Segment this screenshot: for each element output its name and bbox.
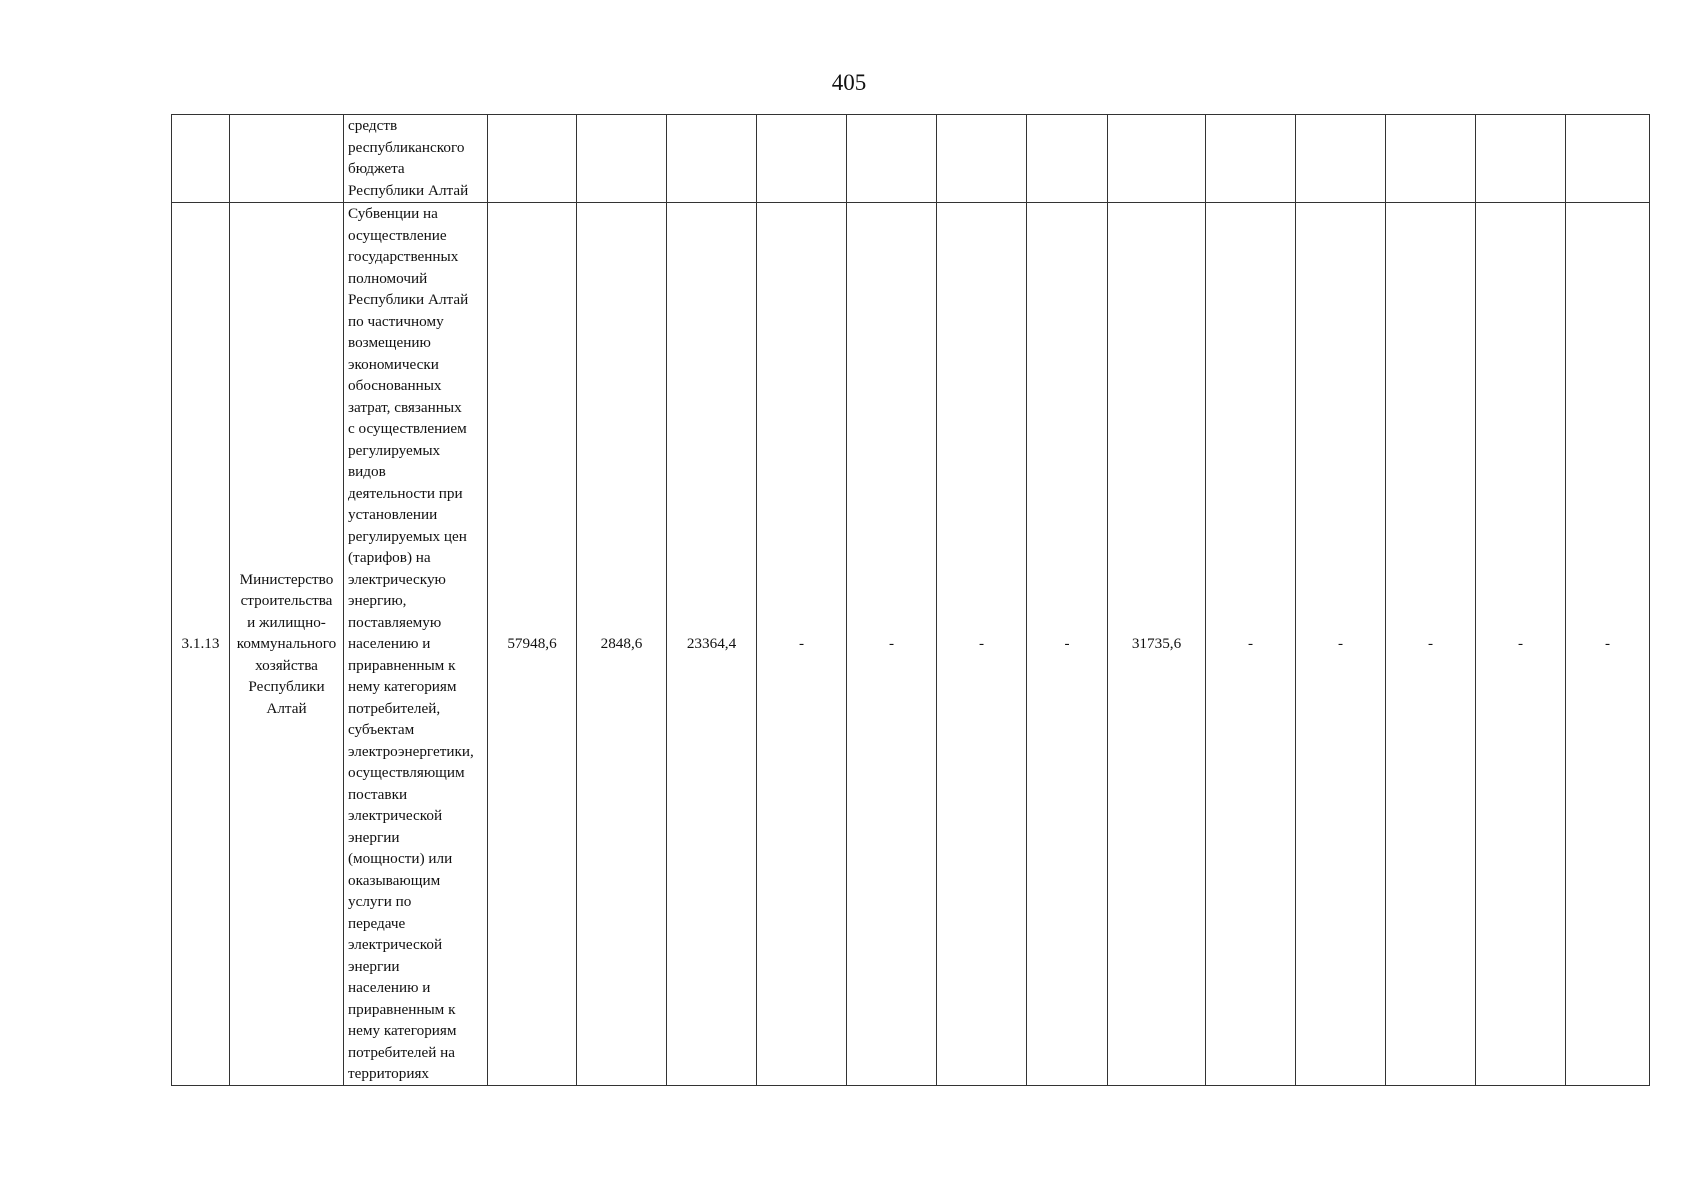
description-line: энергии <box>348 828 400 846</box>
page-number: 405 <box>831 70 867 95</box>
description-line: потребителей, <box>348 699 441 717</box>
description-line: энергии <box>348 957 400 975</box>
value-cell: - <box>757 203 847 1086</box>
description-line: экономически <box>348 355 439 373</box>
description-line: электрическую <box>348 570 446 588</box>
value-cell <box>757 115 847 203</box>
value-cell <box>1566 115 1650 203</box>
description-line: населению и <box>348 979 431 996</box>
value-cell <box>1027 115 1108 203</box>
description-line: оказывающим <box>348 871 441 889</box>
value-cell: 31735,6 <box>1108 203 1206 1086</box>
description-line: населению и <box>348 635 431 652</box>
description-line: Республики Алтай <box>348 291 469 308</box>
row-index-cell <box>172 115 230 203</box>
description-cell <box>344 115 488 203</box>
description-line: регулируемых цен <box>348 527 467 545</box>
description-line: осуществление <box>348 226 447 244</box>
value-cell: - <box>1027 203 1108 1086</box>
description-line: регулируемых <box>348 441 441 459</box>
organization-line: хозяйства <box>255 656 318 674</box>
value-cell <box>1206 115 1296 203</box>
value-cell: 23364,4 <box>667 203 757 1086</box>
value-cell: - <box>1476 203 1566 1086</box>
value-cell: - <box>1386 203 1476 1086</box>
budget-table <box>171 114 1650 1086</box>
organization-cell <box>230 203 344 1086</box>
organization-line: Республики <box>248 678 325 695</box>
description-line: установлении <box>348 506 438 523</box>
value-cell: - <box>1566 203 1650 1086</box>
value-cell: - <box>1296 203 1386 1086</box>
description-line: с осуществлением <box>348 420 467 437</box>
value-cell <box>488 115 577 203</box>
value-cell <box>1386 115 1476 203</box>
description-line: электрической <box>348 936 443 953</box>
description-line: приравненным к <box>348 656 456 674</box>
description-line: Республики Алтай <box>348 181 469 199</box>
description-line: республиканского <box>348 138 465 156</box>
description-line: электроэнергетики, <box>348 742 474 760</box>
description-line: средств <box>348 117 398 134</box>
description-line: затрат, связанных <box>348 398 462 416</box>
description-line: приравненным к <box>348 1000 456 1018</box>
value-cell: 57948,6 <box>488 203 577 1086</box>
value-cell <box>1108 115 1206 203</box>
value-cell: - <box>847 203 937 1086</box>
description-line: обоснованных <box>348 377 442 394</box>
description-line: видов <box>348 463 386 480</box>
description-line: по частичному <box>348 312 444 330</box>
organization-line: и жилищно- <box>247 613 326 631</box>
value-cell: - <box>1206 203 1296 1086</box>
organization-line: строительства <box>240 592 333 609</box>
organization-line: коммунального <box>236 635 337 652</box>
value-cell: 2848,6 <box>577 203 667 1086</box>
description-line: возмещению <box>348 334 431 351</box>
value-cell: - <box>937 203 1027 1086</box>
description-line: (мощности) или <box>348 850 453 867</box>
value-cell <box>937 115 1027 203</box>
value-cell <box>667 115 757 203</box>
description-line: энергию, <box>348 592 407 609</box>
value-cell <box>577 115 667 203</box>
description-line: полномочий <box>348 269 428 287</box>
description-line: поставки <box>348 785 408 803</box>
description-line: территориях <box>348 1065 430 1082</box>
description-line: услуги по <box>348 893 412 910</box>
description-line: потребителей на <box>348 1043 456 1061</box>
row-index-cell: 3.1.13 <box>172 203 230 1086</box>
description-line: государственных <box>348 248 459 265</box>
description-line: нему категориям <box>348 678 457 695</box>
description-line: (тарифов) на <box>348 549 431 566</box>
description-line: нему категориям <box>348 1022 457 1039</box>
description-line: поставляемую <box>348 613 442 631</box>
organization-line: Алтай <box>266 699 307 717</box>
description-line: деятельности при <box>348 484 463 502</box>
value-cell <box>847 115 937 203</box>
description-line: субъектам <box>348 721 415 738</box>
table-row <box>172 115 1650 203</box>
value-cell <box>1476 115 1566 203</box>
organization-line: Министерство <box>239 570 334 588</box>
description-line: Субвенции на <box>348 205 438 222</box>
description-line: передаче <box>348 914 406 932</box>
value-cell <box>1296 115 1386 203</box>
organization-cell <box>230 115 344 203</box>
table-row <box>172 203 1650 1086</box>
description-line: осуществляющим <box>348 764 465 781</box>
description-cell <box>344 203 488 1086</box>
description-line: электрической <box>348 807 443 824</box>
description-line: бюджета <box>348 160 405 177</box>
